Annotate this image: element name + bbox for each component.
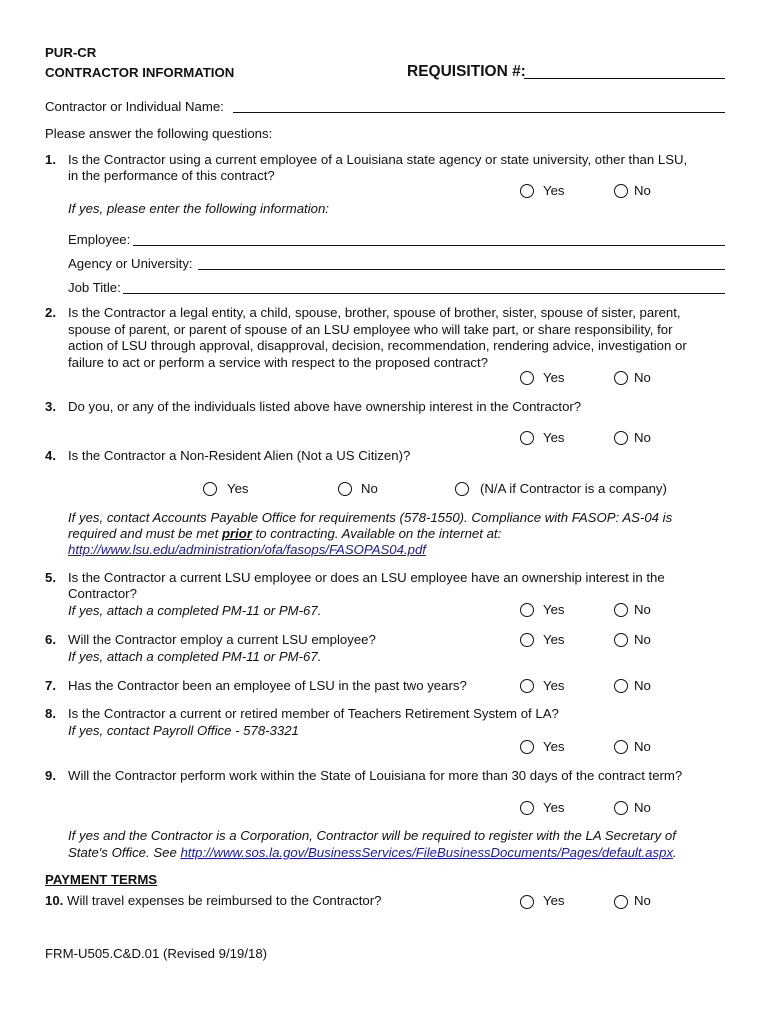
q2-no-label: No bbox=[634, 370, 651, 385]
q10-yes-label: Yes bbox=[543, 893, 565, 908]
requisition-label: REQUISITION #: bbox=[407, 63, 526, 80]
q10-text: Will travel expenses be reimbursed to the Contractor? bbox=[67, 893, 382, 908]
q9-note-line1: If yes and the Contractor is a Corporation, Contractor will be required to register with the LA Secretary of bbox=[68, 828, 676, 843]
sos-link[interactable]: http://www.sos.la.gov/BusinessServices/FileBusinessDocuments/Pages/default.aspx bbox=[180, 845, 674, 860]
agency-field[interactable] bbox=[198, 254, 725, 270]
q4-note-line1: If yes, contact Accounts Payable Office for requirements (578-1550). Compliance with FASOP: AS-04 is bbox=[68, 510, 673, 525]
q1-no-radio[interactable] bbox=[614, 184, 628, 198]
q5-text-line3: If yes, attach a completed PM-11 or PM-67. bbox=[68, 603, 322, 618]
employee-field[interactable] bbox=[133, 230, 725, 246]
q3-no-label: No bbox=[634, 430, 651, 445]
q7-number: 7. bbox=[45, 678, 56, 693]
q1-yes-label: Yes bbox=[543, 183, 565, 198]
q9-note-text-c: . bbox=[673, 845, 677, 860]
q3-number: 3. bbox=[45, 399, 56, 414]
q3-yes-radio[interactable] bbox=[520, 431, 534, 445]
q4-yes-label: Yes bbox=[227, 481, 249, 496]
payment-terms-heading: PAYMENT TERMS bbox=[45, 872, 158, 887]
contractor-name-field[interactable] bbox=[233, 97, 725, 113]
q10-no-label: No bbox=[634, 893, 651, 908]
q9-text: Will the Contractor perform work within the State of Louisiana for more than 30 days of the contract term? bbox=[68, 768, 683, 783]
q4-no-radio[interactable] bbox=[338, 482, 352, 496]
intro-text: Please answer the following questions: bbox=[45, 126, 273, 141]
q2-text-line3: action of LSU through approval, disapproval, decision, recommendation, rendering advice, investigation or bbox=[68, 338, 687, 353]
q1-text-line1: Is the Contractor using a current employee of a Louisiana state agency or state university, other than LSU, bbox=[68, 152, 688, 167]
q5-yes-label: Yes bbox=[543, 602, 565, 617]
q6-no-radio[interactable] bbox=[614, 633, 628, 647]
q4-note-prior: prior bbox=[221, 526, 252, 541]
q10-yes-radio[interactable] bbox=[520, 895, 534, 909]
q1-no-label: No bbox=[634, 183, 651, 198]
q9-no-label: No bbox=[634, 800, 651, 815]
q3-yes-label: Yes bbox=[543, 430, 565, 445]
form-title: CONTRACTOR INFORMATION bbox=[45, 65, 235, 80]
q6-no-label: No bbox=[634, 632, 651, 647]
q1-number: 1. bbox=[45, 152, 56, 167]
q5-no-radio[interactable] bbox=[614, 603, 628, 617]
q3-no-radio[interactable] bbox=[614, 431, 628, 445]
q5-no-label: No bbox=[634, 602, 651, 617]
q1-yes-radio[interactable] bbox=[520, 184, 534, 198]
q9-note-line2 bbox=[68, 845, 677, 860]
q2-text-line1: Is the Contractor a legal entity, a child, spouse, brother, spouse of brother, sister, spouse of sister, parent, bbox=[68, 305, 681, 320]
q2-no-radio[interactable] bbox=[614, 371, 628, 385]
fasop-link[interactable]: http://www.lsu.edu/administration/ofa/fasops/FASOPAS04.pdf bbox=[68, 542, 426, 557]
employee-label: Employee: bbox=[68, 232, 131, 247]
q8-text-line1: Is the Contractor a current or retired member of Teachers Retirement System of LA? bbox=[68, 706, 559, 721]
q2-text-line2: spouse of parent, or parent of spouse of an LSU employee who will take part, or share responsibility, for bbox=[68, 322, 673, 337]
q6-yes-label: Yes bbox=[543, 632, 565, 647]
agency-label: Agency or University: bbox=[68, 256, 193, 271]
q4-number: 4. bbox=[45, 448, 56, 463]
q8-text-line2: If yes, contact Payroll Office - 578-3321 bbox=[68, 723, 299, 738]
q7-no-radio[interactable] bbox=[614, 679, 628, 693]
q4-na-label: (N/A if Contractor is a company) bbox=[480, 481, 667, 496]
requisition-field[interactable] bbox=[524, 63, 725, 79]
q4-note-line2 bbox=[68, 526, 501, 541]
q4-no-label: No bbox=[361, 481, 378, 496]
q5-yes-radio[interactable] bbox=[520, 603, 534, 617]
q9-number: 9. bbox=[45, 768, 56, 783]
q8-yes-radio[interactable] bbox=[520, 740, 534, 754]
q4-note-text-c: to contracting. Available on the internet at: bbox=[251, 526, 502, 541]
q7-yes-radio[interactable] bbox=[520, 679, 534, 693]
q2-text-line4: failure to act or perform a service with respect to the proposed contract? bbox=[68, 355, 489, 370]
q9-yes-radio[interactable] bbox=[520, 801, 534, 815]
q3-text: Do you, or any of the individuals listed above have ownership interest in the Contractor? bbox=[68, 399, 582, 414]
contractor-name-label: Contractor or Individual Name: bbox=[45, 99, 224, 114]
q9-yes-label: Yes bbox=[543, 800, 565, 815]
q8-yes-label: Yes bbox=[543, 739, 565, 754]
job-title-field[interactable] bbox=[123, 278, 725, 294]
q4-text: Is the Contractor a Non-Resident Alien (Not a US Citizen)? bbox=[68, 448, 411, 463]
q5-text-line2: Contractor? bbox=[68, 586, 137, 601]
q2-yes-label: Yes bbox=[543, 370, 565, 385]
q7-yes-label: Yes bbox=[543, 678, 565, 693]
q6-number: 6. bbox=[45, 632, 56, 647]
q6-yes-radio[interactable] bbox=[520, 633, 534, 647]
q10-number: 10. bbox=[45, 893, 64, 908]
q10-no-radio[interactable] bbox=[614, 895, 628, 909]
q1-text-line2: in the performance of this contract? bbox=[68, 168, 275, 183]
q5-number: 5. bbox=[45, 570, 56, 585]
q8-no-radio[interactable] bbox=[614, 740, 628, 754]
q7-no-label: No bbox=[634, 678, 651, 693]
q6-text-line1: Will the Contractor employ a current LSU employee? bbox=[68, 632, 376, 647]
q9-no-radio[interactable] bbox=[614, 801, 628, 815]
q1-if-yes-note: If yes, please enter the following information: bbox=[68, 201, 329, 216]
q6-text-line2: If yes, attach a completed PM-11 or PM-67. bbox=[68, 649, 322, 664]
q4-note-text-a: required and must be met bbox=[68, 526, 222, 541]
q7-text: Has the Contractor been an employee of LSU in the past two years? bbox=[68, 678, 467, 693]
form-code: PUR-CR bbox=[45, 45, 97, 60]
form-footer: FRM-U505.C&D.01 (Revised 9/19/18) bbox=[45, 946, 268, 961]
job-title-label: Job Title: bbox=[68, 280, 121, 295]
q2-yes-radio[interactable] bbox=[520, 371, 534, 385]
q4-na-radio[interactable] bbox=[455, 482, 469, 496]
q4-yes-radio[interactable] bbox=[203, 482, 217, 496]
q8-no-label: No bbox=[634, 739, 651, 754]
q10-line bbox=[45, 893, 381, 908]
q9-note-text-a: State's Office. See bbox=[68, 845, 181, 860]
q8-number: 8. bbox=[45, 706, 56, 721]
q5-text-line1: Is the Contractor a current LSU employee or does an LSU employee have an ownership interest in the bbox=[68, 570, 665, 585]
q2-number: 2. bbox=[45, 305, 56, 320]
